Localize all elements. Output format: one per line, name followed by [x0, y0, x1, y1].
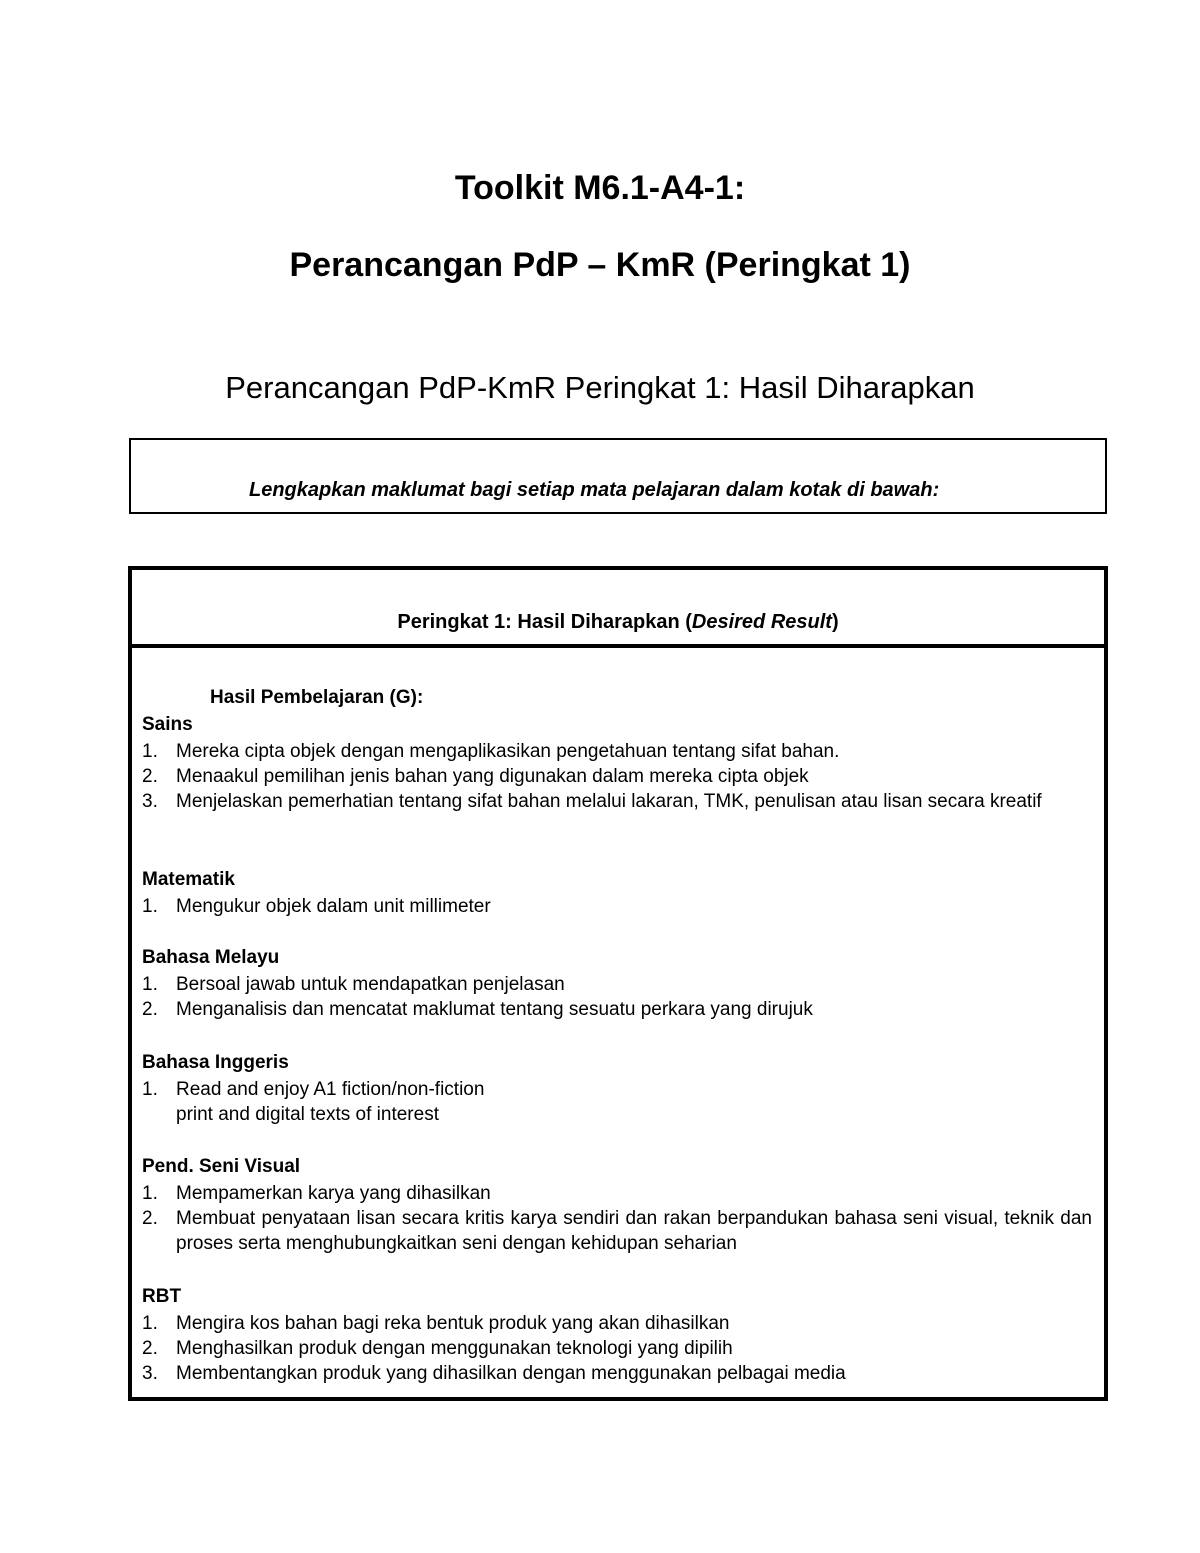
table-header-prefix: Peringkat 1: Hasil Diharapkan ( [397, 611, 692, 633]
subject-section [142, 1284, 1092, 1386]
item-text: Mengukur objek dalam unit millimeter [176, 896, 491, 917]
outcome-list [142, 972, 1092, 1022]
subject-title: RBT [142, 1286, 182, 1307]
item-text-continued: print and digital texts of interest [176, 1104, 439, 1125]
list-item [142, 764, 1092, 789]
list-item [142, 1206, 1092, 1256]
item-number: 1. [142, 741, 158, 762]
item-text: Mempamerkan karya yang dihasilkan [176, 1183, 491, 1204]
table-header [132, 570, 1104, 648]
subject-title: Matematik [142, 869, 235, 890]
desired-result-table [128, 566, 1108, 1401]
subject-title: Sains [142, 714, 193, 735]
subject-section [142, 712, 1092, 814]
item-text: Menghasilkan produk dengan menggunakan teknologi yang dipilih [176, 1338, 733, 1359]
subject-title: Bahasa Melayu [142, 947, 280, 968]
document-title: Toolkit M6.1-A4-1: [454, 169, 746, 207]
item-text: Membentangkan produk yang dihasilkan dengan menggunakan pelbagai media [176, 1363, 846, 1384]
table-header-italic: Desired Result [691, 611, 832, 633]
item-number: 1. [142, 1183, 158, 1204]
outcome-list [142, 1181, 1092, 1256]
list-item [142, 739, 1092, 764]
item-number: 2. [142, 999, 158, 1020]
item-number: 1. [142, 1313, 158, 1334]
item-text: Read and enjoy A1 fiction/non-fiction [176, 1079, 485, 1100]
list-item [142, 789, 1092, 814]
list-item [142, 1077, 1092, 1127]
item-number: 3. [142, 1363, 158, 1384]
subject-section [142, 867, 1092, 919]
section-subtitle: Perancangan PdP-KmR Peringkat 1: Hasil Diharapkan [225, 370, 975, 405]
subject-title: Pend. Seni Visual [142, 1156, 301, 1177]
table-header-suffix: ) [831, 611, 839, 633]
item-text: Menaakul pemilihan jenis bahan yang digunakan dalam mereka cipta objek [176, 766, 809, 787]
subject-section [142, 1050, 1092, 1127]
item-text: Mereka cipta objek dengan mengaplikasikan pengetahuan tentang sifat bahan. [176, 741, 840, 762]
list-item [142, 972, 1092, 997]
list-item [142, 997, 1092, 1022]
table-header-text [132, 610, 1104, 634]
instruction-text: Lengkapkan maklumat bagi setiap mata pelajaran dalam kotak di bawah: [249, 479, 940, 501]
outcome-list [142, 894, 1092, 919]
item-number: 2. [142, 1208, 158, 1229]
item-number: 1. [142, 896, 158, 917]
instruction-box [129, 438, 1107, 514]
item-number: 2. [142, 1338, 158, 1359]
item-number: 1. [142, 1079, 158, 1100]
subject-section [142, 1154, 1092, 1256]
learning-outcomes-heading: Hasil Pembelajaran (G): [210, 687, 424, 708]
outcome-list [142, 739, 1092, 814]
list-item [142, 1181, 1092, 1206]
list-item [142, 894, 1092, 919]
item-number: 1. [142, 974, 158, 995]
document-title-line2: Perancangan PdP – KmR (Peringkat 1) [289, 246, 911, 284]
item-number: 3. [142, 791, 158, 812]
item-text: Mengira kos bahan bagi reka bentuk produk yang akan dihasilkan [176, 1313, 730, 1334]
subject-title: Bahasa Inggeris [142, 1052, 289, 1073]
list-item [142, 1361, 1092, 1386]
item-number: 2. [142, 766, 158, 787]
list-item [142, 1311, 1092, 1336]
item-text: Menjelaskan pemerhatian tentang sifat bahan melalui lakaran, TMK, penulisan atau lisan secara kreatif [176, 791, 1042, 812]
item-text: Menganalisis dan mencatat maklumat tentang sesuatu perkara yang dirujuk [176, 999, 813, 1020]
subject-section [142, 945, 1092, 1022]
item-text: Membuat penyataan lisan secara kritis karya sendiri dan rakan berpandukan bahasa seni visual, teknik dan proses serta menghubungkaitkan seni dengan kehidupan seharian [176, 1208, 1092, 1254]
list-item [142, 1336, 1092, 1361]
item-text: Bersoal jawab untuk mendapatkan penjelasan [176, 974, 565, 995]
outcome-list [142, 1311, 1092, 1386]
outcome-list [142, 1077, 1092, 1127]
